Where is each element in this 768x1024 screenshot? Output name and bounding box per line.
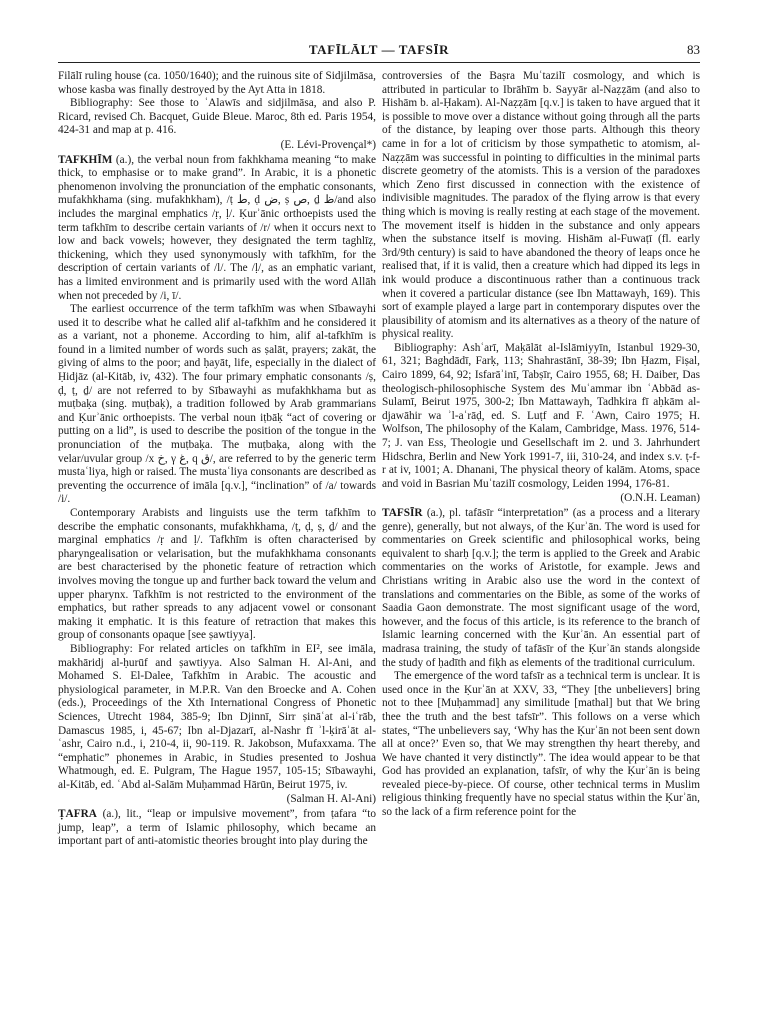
running-head: TAFĪLĀLT — TAFSĪR <box>308 42 450 57</box>
entry-text: (a.), lit., “leap or impulsive movement”, from ṭafara “to jump, leap”, a term of Islamic philosophy, which became an important part of anti-atomistic theories brought into play during the <box>58 808 376 848</box>
entry-term: TAFSĪR <box>382 507 423 519</box>
paragraph: The emergence of the word tafsīr as a technical term is unclear. It is used once in the Ḳurʾān at XXV, 33, “They [the unbelievers] bring not to thee [Muḥammad] any similitude [mathal] but that We bring thee the truth and the best tafsīr”. This follows on a verse which states, “The unbelievers say, ‘Why has the Ḳurʾān not been sent down all at once?’ Even so, that We may strengthen thy heart thereby, and We have chanted it very distinctly”. The idea would appear to be that God has provided an explanation, tafsīr, of why the Ḳurʾān is being revealed piece-by-piece. Of course, other technical terms in Muslim religious thinking frequently have no special status within the Ḳurʾān, so the lack of a firm reference point for the <box>382 670 700 819</box>
entry-tafkhim <box>58 154 376 304</box>
entry-tafsir <box>382 507 700 670</box>
page-header <box>58 42 700 62</box>
paragraph: The earliest occurrence of the term tafkhīm was when Sībawayhi used it to describe what he called alif al-tafkhīm and he considered it as a variant, not a phoneme. According to him, alif al-tafkhīm is found in a limited number of words such as ṣalāt, prayers; zakāt, the giving of alms to the poor; and ḥayāt, life, especially in the dialect of Ḥidjāz (al-Kitāb, iv, 432). The four primary emphatic consonants /ṣ, ḍ, ṭ, ḏ/ are not referred to by Sībawayhi as mufakhkhama but as muṭbaḳa (sing. muṭbaḳ), a tradition followed by Arab grammarians and Ḳurʾānic orthoepists. The verbal noun iṭbāḳ “act of covering or putting on a lid”, is used to describe the position of the tongue in the pronunciation of the muṭbaḳa. The muṭbaḳa, along with the velar/uvular group /x خ, γ غ, q ق/, are referred to by the generic term mustaʿliya, high or raised. The mustaʿliya consonants are described as preventing the occurrence of imāla [q.v.], “inclination” of /a/ towards /i/. <box>58 303 377 506</box>
page-number: 83 <box>687 42 700 57</box>
right-column <box>382 70 700 820</box>
bibliography: Bibliography: See those to ʿAlawīs and sidjilmāsa, and also P. Ricard, revised Ch. Bacquet, Guide Bleue. Maroc, 8th ed. Paris 1954, 424-31 and map at p. 416. <box>58 97 376 137</box>
author-signature: (O.N.H. Leaman) <box>620 492 700 505</box>
paragraph: controversies of the Baṣra Muʿtazilī cosmology, and which is attributed in particular to Ibrāhīm b. Sayyār al-Naẓẓām (and also to Hishām b. al-Ḥakam). Al-Naẓẓām [q.v.] is taken to have argued that it is possible to move over a distance without going through all the parts of the distance, by leaping over those parts. Although this theory came in for a lot of criticism by those sympathetic to atomism, al-Naẓẓām was successful in pointing to difficulties in the minimal parts discrete geometry of the atomists. This is a version of the paradoxes which Zeno first discussed in connection with the existence of indivisible magnitudes. The paradox of the flying arrow is that every thing which is moving is really resting at each stage of the movement. The movement itself is hidden in the substance and only appears when the substance itself is moving. Hishām al-Fuwaṭī (fl. early 3rd/9th century) is said to have abandoned the theory of leaps once he realised that, if it is valid, then a creature which had dipped its legs in ink would produce a discontinuous rather than a continuous track when it covered a particular distance (see Ibn Mattawayh, 169). This sort of example played a large part in contemporary disputes over the plausibility of atomism and its alternatives as a theory of the nature of physical reality. <box>382 70 700 341</box>
left-column <box>58 70 376 849</box>
bibliography: Bibliography: Ashʿarī, Maḳālāt al-Islāmiyyīn, Istanbul 1929-30, 61, 321; Baghdādī, Farḳ, 113; Shahrastānī, 38-39; Ibn Ḥazm, Fiṣal, Cairo 1899, 64, 92; Isfarāʾinī, Tabṣīr, Cairo 1955, 68; H. Daiber, Das theologisch-philosophische System des Muʿammar ibn ʿAbbād as-Sulamī, Beirut 1975, 300-2; Ibn Mattawayh, Tadhkira fī aḥkām al-djawāhir wa ʾl-aʿrāḍ, ed. S. Luṭf and F. ʿAwn, Cairo 1975; H. Wolfson, The philosophy of the Kalam, Cambridge, Mass. 1976, 514-7; J. van Ess, Theologie und Gesellschaft im 2. und 3. Jahrhundert Hidschra, Berlin and New York 1991-7, iii, 310-24, and index s.v. ṭ-f-r at iv, 1001; A. Dhanani, The physical theory of kalām. Atoms, space and void in Basrian Muʿtazilī cosmology, Leiden 1994, 176-81. <box>382 341 700 490</box>
bibliography: Bibliography: For related articles on tafkhīm in EI², see imāla, makhāridj al-ḥurūf and ṣawtiyya. Also Salman H. Al-Ani, and Mohamed S. El-Dalee, Tafkhīm in Arabic. The acoustic and physiological parameter, in M.P.R. Van den Broecke and A. Cohen (eds.), Proceedings of the Xth International Congress of Phonetic Sciences, Utrecht 1984, 385-9; Ibn Djinnī, Sirr ṣināʿat al-iʿrāb, Damascus 1985, i, 45-67; Ibn al-Djazarī, al-Nashr fī ʾl-ḳirāʾāt al-ʿashr, Cairo n.d., i, 210-4, ii, 90-119. R. Jakobson, Mufaxxama. The “emphatic” phonemes in Arabic, in Studies presented to Joshua Whatmough, ed. E. Pulgram, The Hague 1957, 105-15; Sībawayhi, al-Kitāb, ed. ʿAbd al-Salām Muḥammad Hārūn, Beirut 1975, iv. <box>58 642 376 791</box>
entry-text: (a.), pl. tafāsīr “interpretation” (as a process and a literary genre), generally, but not always, of the Ḳurʾān. The word is used for commentaries on Greek scientific and philosophical works, being equivalent to sharḥ [q.v.]; the term is applied to the Greek and Arabic commentaries on the works of Aristotle, for example. Jews and Christians writing in Arabic also use the word in the context of translations and commentaries on the Bible, as some of the works of Saadia Gaon demonstrate. The most significant usage of the word, however, and the focus of this article, is its reference to the branch of Islamic learning concerned with the Ḳurʾān. An essential part of madrasa training, the study of tafāsīr of the Ḳurʾān stands alongside the study of ḥadīth and fiḳh as elements of the traditional curriculum. <box>382 507 700 669</box>
entry-tafra <box>58 808 376 849</box>
author-signature: (E. Lévi-Provençal*) <box>280 138 376 151</box>
paragraph: Contemporary Arabists and linguists use the term tafkhīm to describe the emphatic consonants, mufakhkhama, /ṭ, ḍ, ṣ, ḏ/ and the marginal emphatics /ṛ and ḷ/. Tafkhīm is often characterised by pharyngealisation or velarisation, but the mufakhkhama consonants are best characterised by the phonetic feature of retraction which involves moving the tongue up and further back toward the velum and upper pharynx. Tafkhīm is not restricted to the environment of the emphatics, but rather spreads to any adjacent vowel or consonant making it emphatic. It is this feature of retraction that makes this group of consonants opaque [see ṣawtiyya]. <box>58 507 376 642</box>
paragraph: Filālī ruling house (ca. 1050/1640); and the ruinous site of Sidjilmāsa, whose kasba was finally destroyed by the Ayt Atta in 1818. <box>58 70 376 96</box>
entry-text: (a.), the verbal noun from fakhkhama meaning “to make thick, to emphasise or to make grand”. In Arabic, it is a phonetic phenomenon involving the pronunciation of the emphatic consonants, mufakhkhama (sing. mufakhkham), /ṭ ط, ḍ ض, ṣ ص, ḏ ظ/and also includes the marginal emphatics /ṛ, ḷ/. Ḳurʾānic orthoepists used the term tafkhīm to describe certain variants of /r/ when it occurs next to low and back vowels; however, they designated the term taghlīẓ, thickening, which they used synonymously with tafkhīm, for the description of certain variants of /l/. The /ḷ/, as an emphatic variant, has a limited environment and is primarily used with the word Allāh when not preceded by /i, ī/. <box>58 153 376 302</box>
author-signature: (Salman H. Al-Ani) <box>286 793 376 806</box>
entry-term: ṬAFRA <box>58 808 97 821</box>
entry-term: TAFKHĪM <box>58 153 113 166</box>
header-rule <box>58 62 700 63</box>
